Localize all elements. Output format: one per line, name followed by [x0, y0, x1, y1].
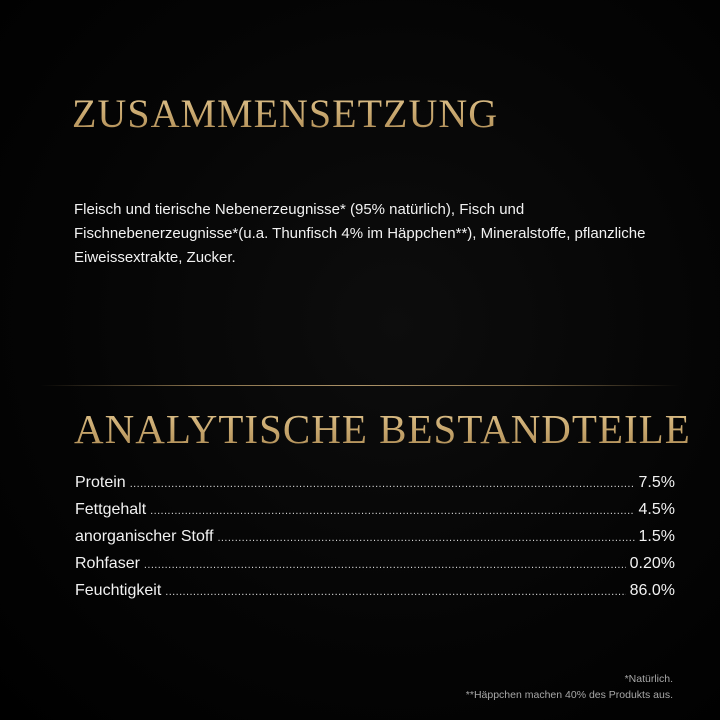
composition-heading: ZUSAMMENSETZUNG [72, 88, 498, 140]
analysis-value: 1.5% [638, 528, 675, 545]
analysis-value: 7.5% [638, 474, 675, 491]
analysis-value: 86.0% [629, 582, 675, 599]
footnote-chunks: **Häppchen machen 40% des Produkts aus. [465, 689, 673, 701]
analysis-row-fettgehalt [75, 501, 675, 528]
footnotes [466, 671, 673, 703]
section-divider [40, 385, 680, 386]
analysis-label: Feuchtigkeit [75, 582, 162, 599]
analysis-value: 0.20% [629, 555, 675, 572]
analysis-value: 4.5% [638, 501, 675, 518]
composition-text: Fleisch und tierische Nebenerzeugnisse* (95% natürlich), Fisch und Fischnebenerzeugnisse*(u.a. Thunfisch 4% im Häppchen**), Mineralstoffe, pflanzliche Eiweissextrakte, Zucker. [74, 201, 646, 266]
analysis-label: Rohfaser [75, 555, 140, 572]
dot-leader [165, 586, 625, 598]
analysis-label: Protein [75, 474, 126, 491]
dot-leader [217, 532, 634, 544]
analysis-label: anorganischer Stoff [75, 528, 214, 545]
dot-leader [130, 478, 635, 490]
analysis-row-protein [75, 474, 675, 501]
analysis-row-feuchtigkeit [75, 582, 675, 609]
analysis-heading: ANALYTISCHE BESTANDTEILE [74, 402, 691, 456]
analysis-label: Fettgehalt [75, 501, 147, 518]
analysis-list [75, 474, 675, 609]
analysis-row-rohfaser [75, 555, 675, 582]
analysis-row-anorganischer-stoff [75, 528, 675, 555]
dot-leader [144, 559, 626, 571]
dot-leader [150, 505, 634, 517]
footnote-natural: *Natürlich. [624, 673, 673, 685]
